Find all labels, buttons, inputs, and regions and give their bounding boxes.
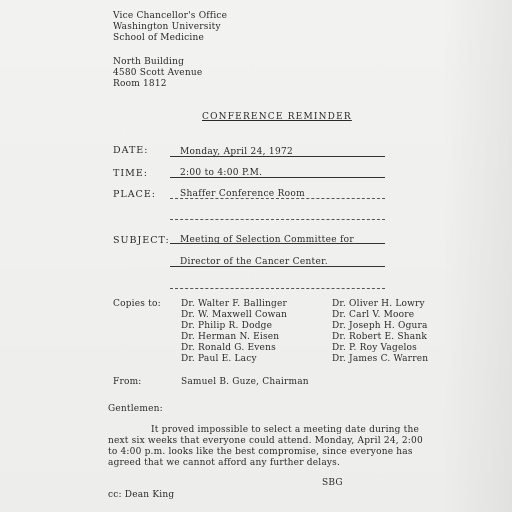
copy-recipient: Dr. Paul E. Lacy: [181, 354, 257, 364]
copies-label: Copies to:: [113, 299, 161, 309]
time-label: TIME:: [113, 168, 148, 179]
sender-initials: SBG: [322, 478, 343, 488]
copy-recipient: Dr. Joseph H. Ogura: [332, 321, 428, 331]
copy-recipient: Dr. Herman N. Eisen: [181, 332, 280, 342]
date-rule: [170, 156, 385, 157]
copy-recipient: Dr. Walter F. Ballinger: [181, 299, 288, 309]
copy-recipient: Dr. Ronald G. Evens: [181, 343, 276, 353]
header-office: Vice Chancellor's Office: [113, 11, 228, 21]
place-value: Shaffer Conference Room: [180, 189, 305, 199]
from-value: Samuel B. Guze, Chairman: [181, 377, 309, 387]
place-rule-2: [170, 219, 385, 220]
address-street: 4580 Scott Avenue: [113, 68, 203, 78]
body-line-3: to 4:00 p.m. looks like the best compromise, since everyone has: [108, 447, 413, 457]
page-shadow: [442, 0, 512, 512]
copy-recipient: Dr. P. Roy Vagelos: [332, 343, 417, 353]
time-value: 2:00 to 4:00 P.M.: [180, 168, 263, 178]
body-line-1: It proved impossible to select a meeting date during the: [151, 425, 419, 435]
copy-recipient: Dr. Philip R. Dodge: [181, 321, 273, 331]
copy-recipient: Dr. W. Maxwell Cowan: [181, 310, 288, 320]
place-label: PLACE:: [113, 189, 156, 200]
subject-value-line1: Meeting of Selection Committee for: [180, 235, 354, 245]
body-line-2: next six weeks that everyone could attend. Monday, April 24, 2:00: [108, 436, 423, 446]
time-rule: [170, 177, 385, 178]
subject-value-line2: Director of the Cancer Center.: [180, 257, 328, 267]
address-building: North Building: [113, 57, 185, 67]
body-line-4: agreed that we cannot afford any further delays.: [108, 458, 341, 468]
copy-recipient: Dr. Oliver H. Lowry: [332, 299, 425, 309]
document-title: CONFERENCE REMINDER: [202, 112, 352, 122]
copy-recipient: Dr. Carl V. Moore: [332, 310, 415, 320]
subject-rule-2: [170, 266, 385, 267]
subject-rule-1: [170, 243, 385, 244]
header-school: School of Medicine: [113, 33, 205, 43]
from-label: From:: [113, 377, 142, 387]
copy-recipient: Dr. Robert E. Shank: [332, 332, 427, 342]
date-label: DATE:: [113, 145, 149, 156]
cc-line: cc: Dean King: [108, 490, 175, 500]
place-rule: [170, 198, 385, 199]
salutation: Gentlemen:: [108, 404, 163, 414]
address-room: Room 1812: [113, 79, 167, 89]
date-value: Monday, April 24, 1972: [180, 147, 294, 157]
header-university: Washington University: [113, 22, 221, 32]
subject-label: SUBJECT:: [113, 235, 170, 246]
subject-rule-3: [170, 288, 385, 289]
copy-recipient: Dr. James C. Warren: [332, 354, 429, 364]
